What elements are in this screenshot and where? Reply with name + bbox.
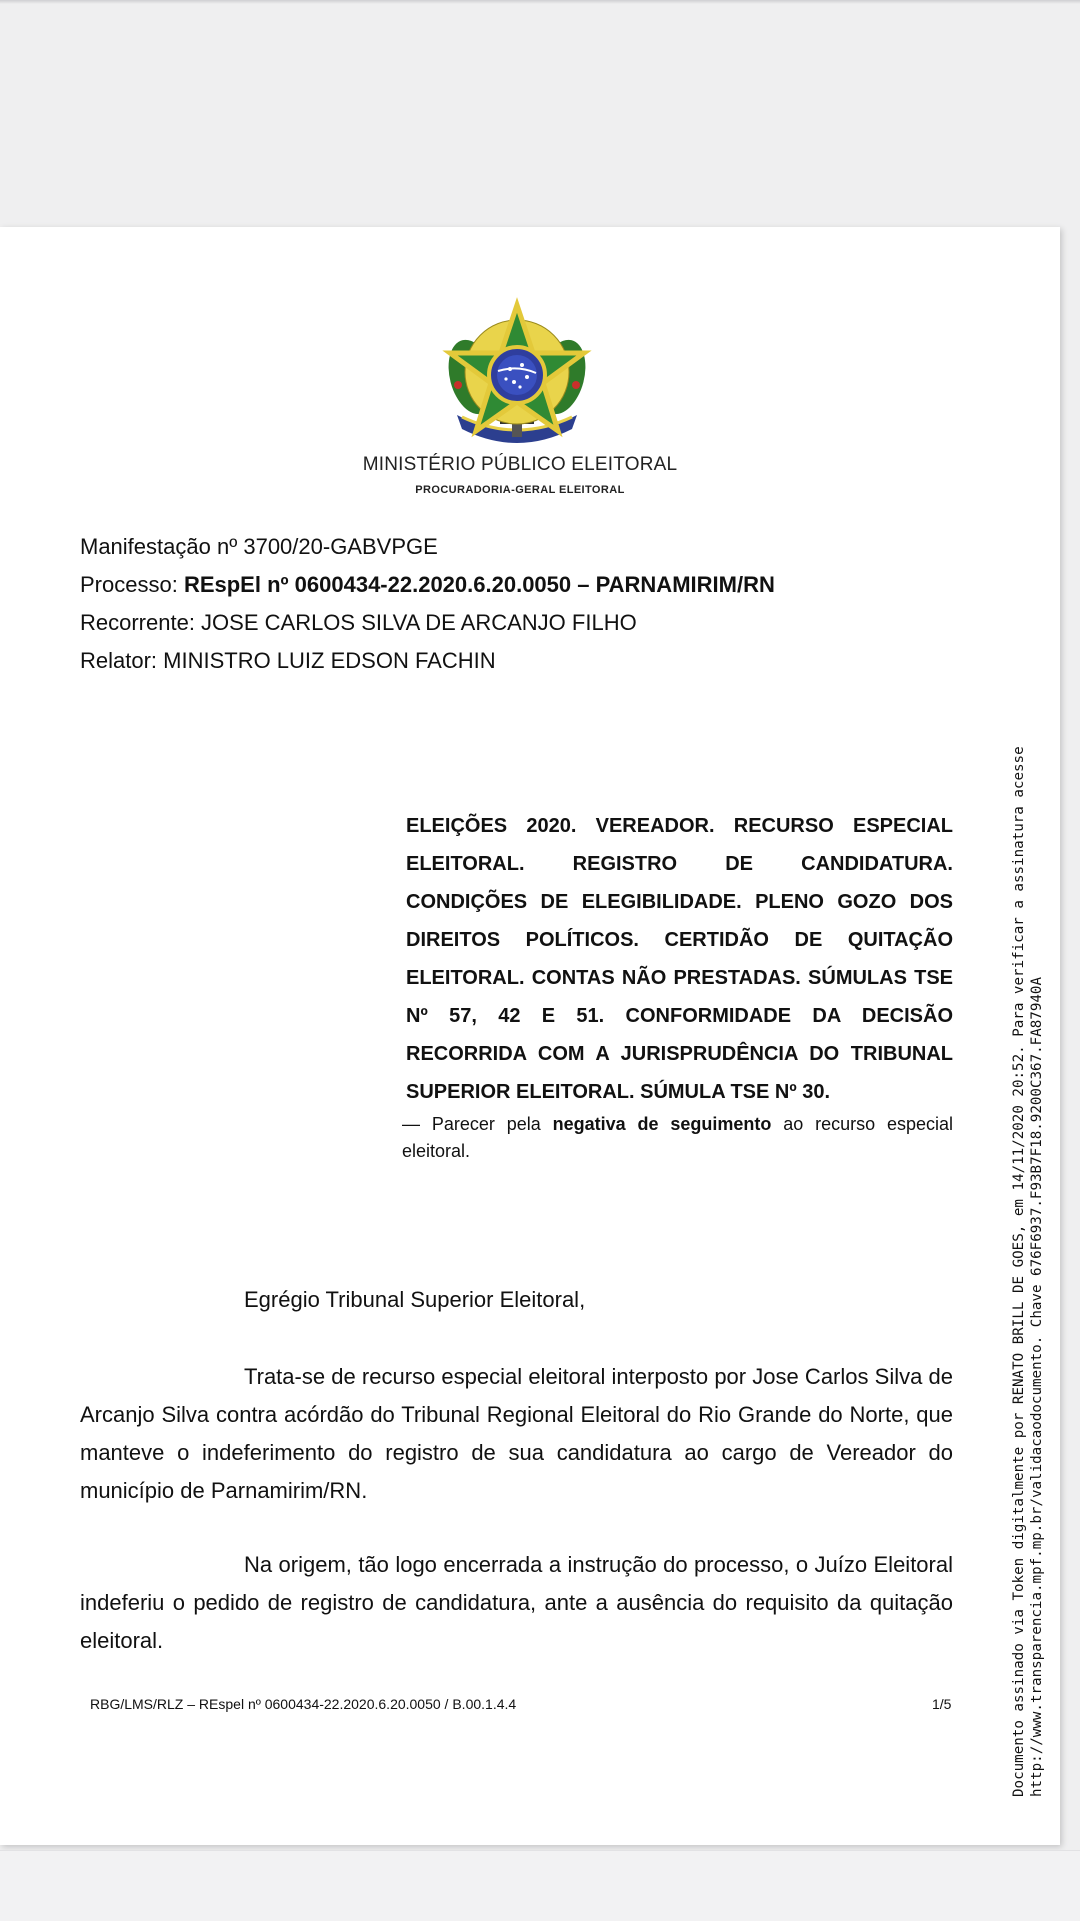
ementa-block [406, 807, 953, 1111]
ementa-line: CONDIÇÕES DE ELEGIBILIDADE. PLENO GOZO DOS [406, 891, 953, 913]
recorrente-line: Recorrente: JOSE CARLOS SILVA DE ARCANJO FILHO [80, 610, 637, 635]
ementa-line: ELEIÇÕES 2020. VEREADOR. RECURSO ESPECIAL [406, 815, 953, 837]
document-page [0, 227, 1060, 1845]
parecer-suffix: ao recurso especial eleitoral. [402, 1114, 953, 1161]
org-name: MINISTÉRIO PÚBLICO ELEITORAL [362, 454, 678, 475]
ementa-line: Nº 57, 42 E 51. CONFORMIDADE DA DECISÃO [406, 1005, 953, 1027]
ementa-line: SUPERIOR ELEITORAL. SÚMULA TSE Nº 30. [406, 1081, 831, 1103]
processo-line [80, 572, 775, 598]
footer-reference: RBG/LMS/RLZ – REspel nº 0600434-22.2020.6.20.0050 / B.00.1.4.4 [90, 1696, 517, 1712]
parecer-conclusion [402, 1111, 953, 1165]
ementa-line: ELEITORAL. CONTAS NÃO PRESTADAS. SÚMULAS TSE [406, 967, 953, 989]
ementa-line: ELEITORAL. REGISTRO DE CANDIDATURA. [406, 853, 953, 875]
salutation: Egrégio Tribunal Superior Eleitoral, [244, 1287, 586, 1312]
brazil-coat-of-arms-icon [432, 297, 602, 457]
relator-line: Relator: MINISTRO LUIZ EDSON FACHIN [80, 648, 496, 673]
ementa-line: DIREITOS POLÍTICOS. CERTIDÃO DE QUITAÇÃO [406, 929, 953, 951]
processo-value: REspEl nº 0600434-22.2020.6.20.0050 – PARNAMIRIM/RN [183, 572, 775, 597]
manifestacao-number: Manifestação nº 3700/20-GABVPGE [80, 534, 438, 559]
signature-line-1: Documento assinado via Token digitalmente por RENATO BRILL DE GOES, em 14/11/2020 20:52. Para verificar a assinatura acesse [1011, 746, 1027, 1797]
body-paragraph-1: Trata-se de recurso especial eleitoral interposto por Jose Carlos Silva de Arcanjo Silva contra acórdão do Tribunal Regional Eleitoral do Rio Grande do Norte, que manteve o indeferimento do registro de sua candidatura ao cargo de Vereador do município de Parnamirim/RN. [80, 1364, 953, 1503]
viewer-top-bar [0, 0, 1080, 4]
ementa-line: RECORRIDA COM A JURISPRUDÊNCIA DO TRIBUNAL [406, 1043, 953, 1065]
org-subtitle: PROCURADORIA-GERAL ELEITORAL [415, 484, 625, 496]
parecer-bold: negativa de seguimento [552, 1114, 772, 1134]
signature-line-2: http://www.transparencia.mpf.mp.br/validacaodocumento. Chave 676F6937.F93B7F18.9200C367.FA87940A [1029, 977, 1045, 1797]
body-paragraph-2: Na origem, tão logo encerrada a instrução do processo, o Juízo Eleitoral indeferiu o pedido de registro de candidatura, ante a ausência do requisito da quitação eleitoral. [80, 1552, 953, 1653]
parecer-prefix: — Parecer pela [402, 1114, 553, 1134]
digital-signature-stamp [1010, 746, 1046, 1797]
processo-label: Processo: [80, 572, 184, 597]
next-page-edge [0, 1850, 1080, 1921]
page-number: 1/5 [932, 1696, 952, 1712]
